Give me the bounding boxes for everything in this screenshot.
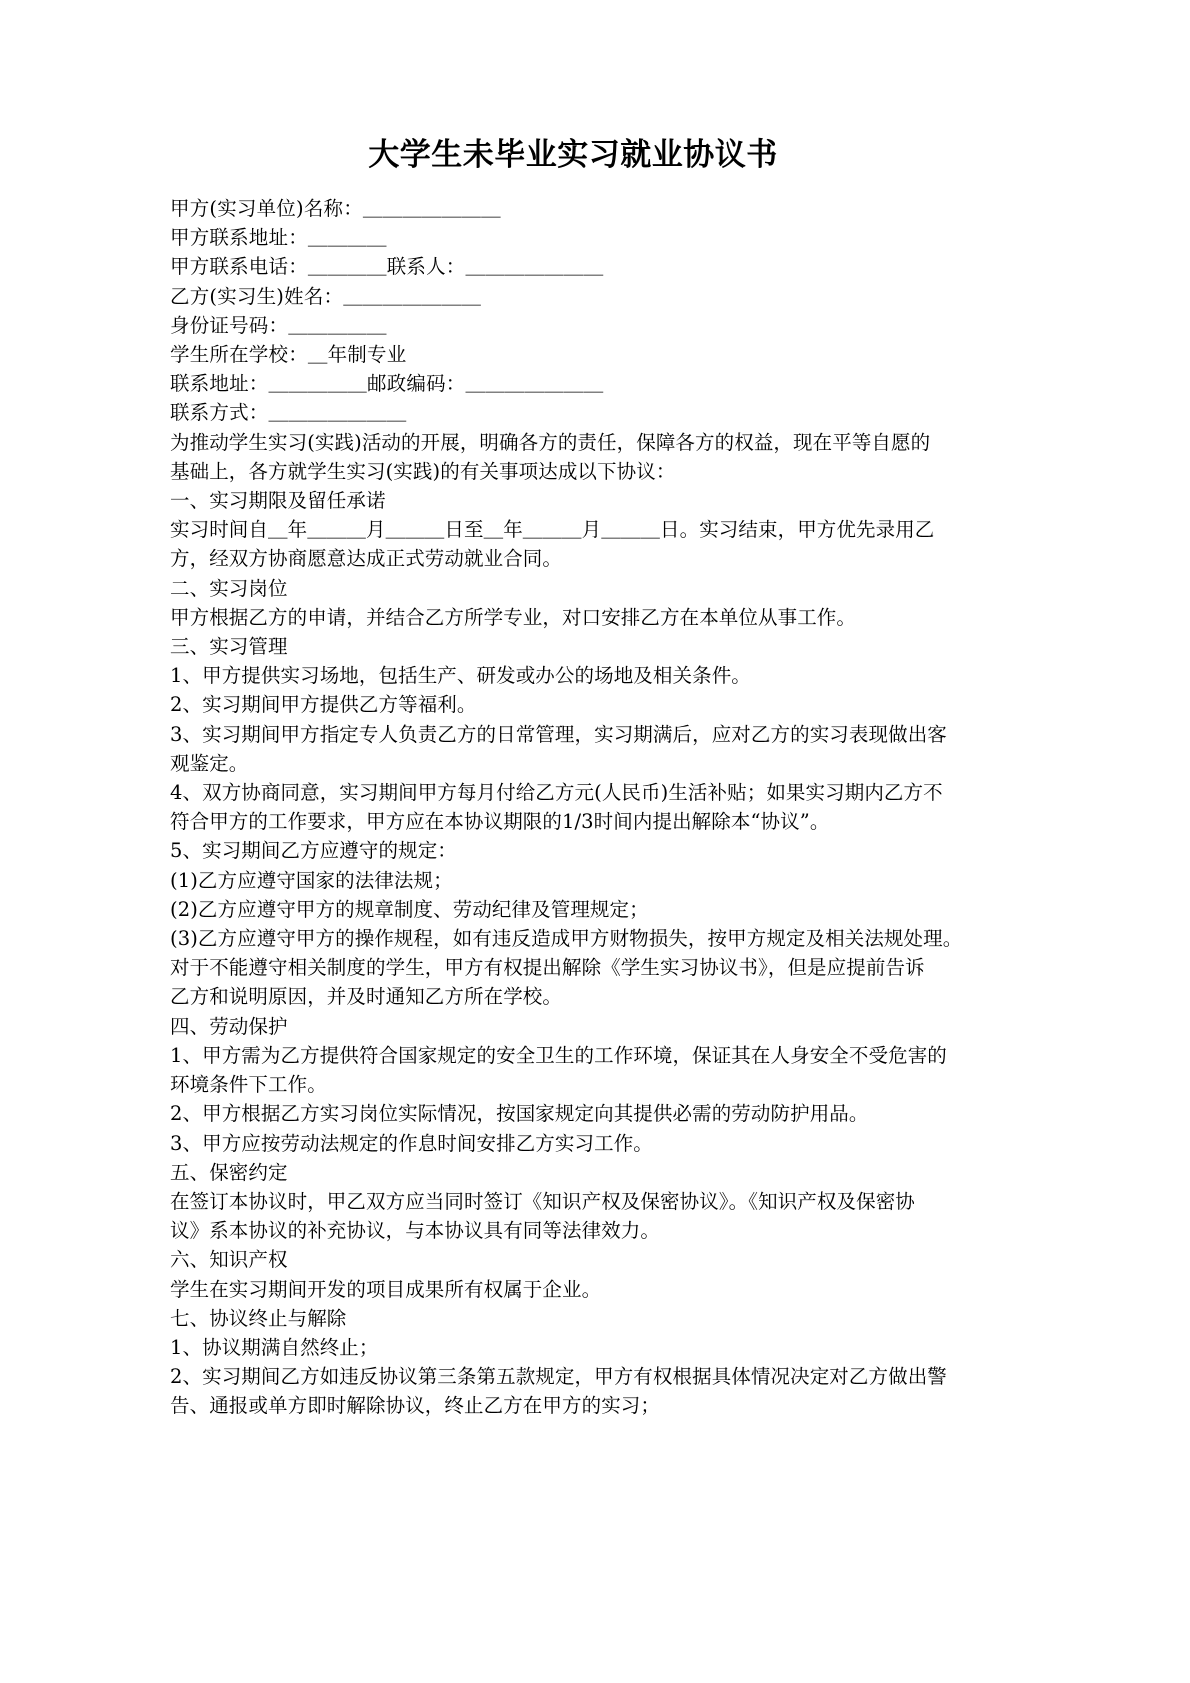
body-line: 3、甲方应按劳动法规定的作息时间安排乙方实习工作。 (170, 1131, 653, 1155)
header-field-school: 学生所在学校：＿年制专业 (170, 343, 407, 367)
header-field-contact-address: 联系地址：＿＿＿＿＿邮政编码：＿＿＿＿＿＿＿ (170, 372, 604, 396)
body-line: 2、实习期间乙方如违反协议第三条第五款规定，甲方有权根据具体情况决定对乙方做出警 (170, 1365, 947, 1389)
body-line: 在签订本协议时，甲乙双方应当同时签订《知识产权及保密协议》。《知识产权及保密协 (170, 1189, 915, 1213)
header-field-id-number: 身份证号码：＿＿＿＿＿ (170, 313, 387, 337)
body-line: 观鉴定。 (170, 751, 249, 775)
body-line: 乙方和说明原因，并及时通知乙方所在学校。 (170, 985, 563, 1009)
body-line: 对于不能遵守相关制度的学生，甲方有权提出解除《学生实习协议书》，但是应提前告诉 (170, 956, 925, 980)
body-line: (1)乙方应遵守国家的法律法规； (170, 868, 453, 892)
body-line: 议》系本协议的补充协议，与本协议具有同等法律效力。 (170, 1219, 661, 1243)
header-field-party-a-address: 甲方联系地址：＿＿＿＿ (170, 226, 387, 250)
body-line: 实习时间自＿年＿＿＿月＿＿＿日至＿年＿＿＿月＿＿＿日。实习结束，甲方优先录用乙 (170, 518, 935, 542)
agreement-body (170, 428, 976, 1421)
body-line: 学生在实习期间开发的项目成果所有权属于企业。 (170, 1277, 602, 1301)
header-field-list (170, 194, 976, 428)
body-line: (3)乙方应遵守甲方的操作规程，如有违反造成甲方财物损失，按甲方规定及相关法规处理。 (170, 927, 963, 951)
body-line: 告、通报或单方即时解除协议，终止乙方在甲方的实习； (170, 1394, 661, 1418)
body-line: 1、甲方提供实习场地，包括生产、研发或办公的场地及相关条件。 (170, 664, 751, 688)
body-line: 符合甲方的工作要求，甲方应在本协议期限的1/3时间内提出解除本“协议”。 (170, 810, 830, 834)
section-heading-2: 二、实习岗位 (170, 576, 288, 600)
header-field-party-a-phone: 甲方联系电话：＿＿＿＿联系人：＿＿＿＿＿＿＿ (170, 255, 604, 279)
body-line: 2、甲方根据乙方实习岗位实际情况，按国家规定向其提供必需的劳动防护用品。 (170, 1102, 869, 1126)
section-heading-3: 三、实习管理 (170, 635, 288, 659)
document-content (170, 132, 976, 1421)
header-field-contact-method: 联系方式：＿＿＿＿＿＿＿ (170, 401, 407, 425)
section-heading-4: 四、劳动保护 (170, 1014, 288, 1038)
body-line: 5、实习期间乙方应遵守的规定： (170, 839, 457, 863)
body-line: 1、协议期满自然终止； (170, 1335, 379, 1359)
section-heading-7: 七、协议终止与解除 (170, 1306, 347, 1330)
header-field-party-b-name: 乙方(实习生)姓名：＿＿＿＿＿＿＿ (170, 284, 482, 308)
section-heading-1: 一、实习期限及留任承诺 (170, 489, 386, 513)
body-line: (2)乙方应遵守甲方的规章制度、劳动纪律及管理规定； (170, 897, 649, 921)
page-title: 大学生未毕业实习就业协议书 (368, 137, 778, 173)
body-line: 环境条件下工作。 (170, 1073, 327, 1097)
body-line: 4、双方协商同意，实习期间甲方每月付给乙方元(人民币)生活补贴；如果实习期内乙方不 (170, 781, 943, 805)
body-line: 方，经双方协商愿意达成正式劳动就业合同。 (170, 547, 563, 571)
body-line: 2、实习期间甲方提供乙方等福利。 (170, 693, 477, 717)
body-line: 3、实习期间甲方指定专人负责乙方的日常管理，实习期满后，应对乙方的实习表现做出客 (170, 722, 947, 746)
section-heading-5: 五、保密约定 (170, 1160, 288, 1184)
header-field-party-a-name: 甲方(实习单位)名称：＿＿＿＿＿＿＿ (170, 197, 501, 220)
body-line: 为推动学生实习(实践)活动的开展，明确各方的责任，保障各方的权益，现在平等自愿的 (170, 430, 931, 454)
body-line: 1、甲方需为乙方提供符合国家规定的安全卫生的工作环境，保证其在人身安全不受危害的 (170, 1043, 947, 1067)
section-heading-6: 六、知识产权 (170, 1248, 288, 1272)
body-line: 基础上，各方就学生实习(实践)的有关事项达成以下协议： (170, 459, 676, 483)
body-line: 甲方根据乙方的申请，并结合乙方所学专业，对口安排乙方在本单位从事工作。 (170, 605, 857, 629)
